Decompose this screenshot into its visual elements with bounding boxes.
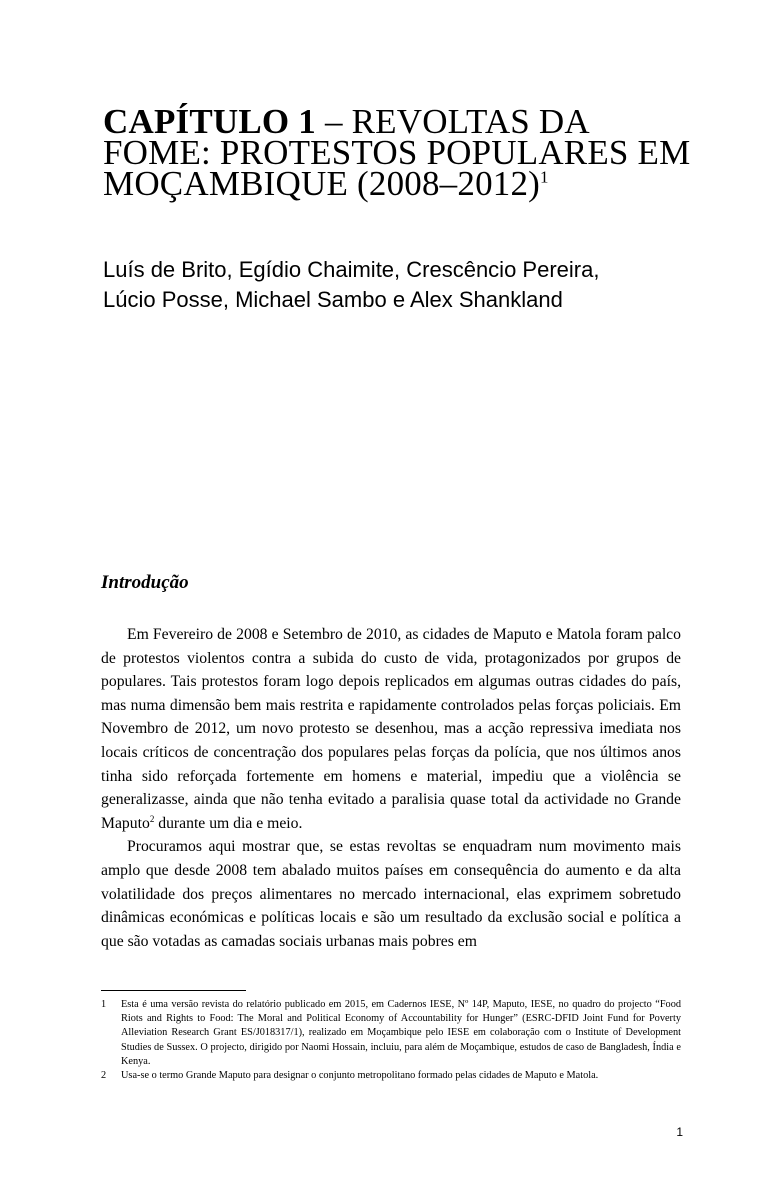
paragraph-1-text: Em Fevereiro de 2008 e Setembro de 2010, as cidades de Maputo e Matola foram palco de protestos violentos contra a subida do custo de vida, protagonizados por grupos de populares. Tais protestos foram logo depois replicados em algumas outras cidades do país, mas numa dimensão bem mais restrita e rapidamente controlados pelas forças policiais. Em Novembro de 2012, um novo protesto se desenhou, mas a acção repressiva imediata nos locais críticos de concentração dos populares pelas forças da polícia, que nos últimos anos tinha sido reforçada fortemente em homens e material, impediu que a violência se generalizasse, ainda que não tenha evitado a paralisia quase total da actividade no Grande Maputo: [101, 626, 681, 832]
chapter-title: [103, 102, 703, 203]
author-list: [103, 255, 703, 315]
section-heading: Introdução: [101, 572, 189, 593]
paragraph: Procuramos aqui mostrar que, se estas revoltas se enquadram num movimento mais amplo que desde 2008 tem abalado muitos países em consequência do aumento e da alta volatilidade dos preços alimentares no mercado internacional, elas exprimem sobretudo dinâmicas económicas e políticas locais e são um resultado da exclusão social e política a que são votadas as camadas sociais urbanas mais pobres em: [101, 838, 681, 950]
chapter-title-line2: FOME: PROTESTOS POPULARES EM: [103, 133, 691, 172]
paragraph-1-text-end: durante um dia e meio.: [154, 814, 303, 832]
body-text: [101, 623, 681, 953]
footnote-number: 1: [101, 999, 107, 1010]
chapter-title-line1: – REVOLTAS DA: [316, 102, 590, 141]
footnote-1: [101, 998, 681, 1069]
title-footnote-ref[interactable]: 1: [540, 167, 549, 187]
footnote-divider: [101, 990, 246, 991]
footnote-ref-2[interactable]: 2: [149, 813, 155, 824]
footnotes: [101, 998, 681, 1083]
footnote-2: [101, 1069, 681, 1083]
page-number: 1: [676, 1125, 683, 1139]
footnote-text: Usa-se o termo Grande Maputo para designar o conjunto metropolitano formado pelas cidades de Maputo e Matola.: [121, 1070, 599, 1082]
footnote-number: 2: [101, 1070, 107, 1082]
chapter-title-line3: MOÇAMBIQUE (2008–2012): [103, 164, 541, 203]
authors-line-2: Lúcio Posse, Michael Sambo e Alex Shankland: [103, 287, 563, 312]
paragraph: [101, 623, 681, 835]
chapter-label: CAPÍTULO 1: [103, 102, 316, 141]
authors-line-1: Luís de Brito, Egídio Chaimite, Crescêncio Pereira,: [103, 257, 600, 282]
footnote-text: Esta é uma versão revista do relatório publicado em 2015, em Cadernos IESE, Nº 14P, Maputo, IESE, no quadro do projecto “Food Riots and Rights to Food: The Moral and Political Economy of Accountability for Hunger” (ESRC-DFID Joint Fund for Poverty Alleviation Research Grant ES/J018317/1), realizado em Moçambique pelo IESE em colaboração com o Institute of Development Studies de Sussex. O projecto, dirigido por Naomi Hossain, incluiu, para além de Moçambique, estudos de caso de Bangladesh, Índia e Kenya.: [121, 999, 681, 1067]
